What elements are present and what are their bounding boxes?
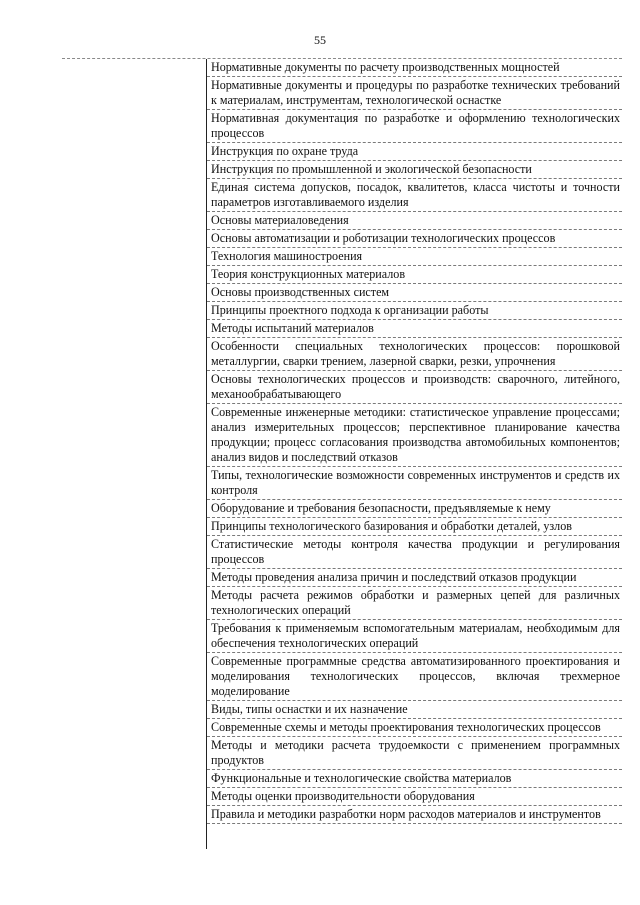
table-row <box>207 404 622 467</box>
table-row <box>207 230 622 248</box>
table-row <box>207 620 622 653</box>
requirements-table <box>62 58 622 849</box>
table-row <box>207 467 622 500</box>
table-row <box>207 701 622 719</box>
table-row <box>207 77 622 110</box>
table-row <box>207 770 622 788</box>
row-text: Теория конструкционных материалов <box>211 267 406 281</box>
row-text: Инструкция по охране труда <box>211 144 359 158</box>
row-text: Правила и методики разработки норм расходов материалов и инструментов <box>211 807 601 821</box>
table-row <box>207 320 622 338</box>
table-row <box>207 248 622 266</box>
table-row <box>207 587 622 620</box>
table-row <box>207 536 622 569</box>
table-row <box>207 518 622 536</box>
row-text: Методы оценки производительности оборудования <box>211 789 475 803</box>
table-row <box>207 788 622 806</box>
table-row <box>207 737 622 770</box>
row-text: Методы испытаний материалов <box>211 321 374 335</box>
table-row <box>207 569 622 587</box>
page-number: 55 <box>314 33 326 47</box>
table-row <box>207 719 622 737</box>
row-text: Методы проведения анализа причин и последствий отказов продукции <box>211 570 577 584</box>
table-row <box>207 284 622 302</box>
table-row <box>207 653 622 701</box>
table-row <box>207 806 622 824</box>
table-row <box>207 500 622 518</box>
row-text: Современные инженерные методики: статистическое управление процессами; анализ измерительных процессов; перспективное планирование качества продукции; процесс согласования производства автомобильных компонентов; анализ видов и последствий отказов <box>211 405 620 464</box>
row-text: Нормативная документация по разработке и оформлению технологических процессов <box>211 111 620 140</box>
row-text: Единая система допусков, посадок, квалитетов, класса чистоты и точности параметров изготавливаемого изделия <box>211 180 620 209</box>
table-row <box>207 371 622 404</box>
row-text: Методы и методики расчета трудоемкости с применением программных продуктов <box>211 738 620 767</box>
row-text: Инструкция по промышленной и экологической безопасности <box>211 162 532 176</box>
row-text: Основы автоматизации и роботизации технологических процессов <box>211 231 556 245</box>
table-row <box>207 110 622 143</box>
row-text: Методы расчета режимов обработки и размерных цепей для различных технологических операций <box>211 588 620 617</box>
table-row <box>207 143 622 161</box>
row-text: Современные схемы и методы проектирования технологических процессов <box>211 720 601 734</box>
table-row <box>207 338 622 371</box>
table-row <box>207 59 622 77</box>
row-text: Современные программные средства автоматизированного проектирования и моделирования технологических процессов, включая трехмерное моделирование <box>211 654 620 698</box>
row-text: Статистические методы контроля качества продукции и регулирования процессов <box>211 537 620 566</box>
table-row <box>207 212 622 230</box>
row-text: Типы, технологические возможности современных инструментов и средств их контроля <box>211 468 620 497</box>
table-left-column <box>62 59 206 849</box>
row-text: Основы производственных систем <box>211 285 390 299</box>
table-row <box>207 161 622 179</box>
row-text: Нормативные документы по расчету производственных мощностей <box>211 60 560 74</box>
row-text: Функциональные и технологические свойства материалов <box>211 771 512 785</box>
table-row <box>207 266 622 284</box>
row-text: Основы технологических процессов и производств: сварочного, литейного, механообрабатывающего <box>211 372 620 401</box>
row-text: Оборудование и требования безопасности, предъявляемые к нему <box>211 501 551 515</box>
row-text: Нормативные документы и процедуры по разработке технических требований к материалам, инструментам, технологической оснастке <box>211 78 620 107</box>
row-text: Технология машиностроения <box>211 249 363 263</box>
table-row <box>207 179 622 212</box>
row-text: Основы материаловедения <box>211 213 349 227</box>
row-text: Особенности специальных технологических процессов: порошковой металлургии, сварки трением, лазерной сварки, резки, упрочнения <box>211 339 620 368</box>
row-text: Виды, типы оснастки и их назначение <box>211 702 408 716</box>
table-row <box>207 302 622 320</box>
row-text: Требования к применяемым вспомогательным материалам, необходимым для обеспечения технологических операций <box>211 621 620 650</box>
knowledge-list <box>207 59 622 824</box>
row-text: Принципы проектного подхода к организации работы <box>211 303 489 317</box>
row-text: Принципы технологического базирования и обработки деталей, узлов <box>211 519 572 533</box>
